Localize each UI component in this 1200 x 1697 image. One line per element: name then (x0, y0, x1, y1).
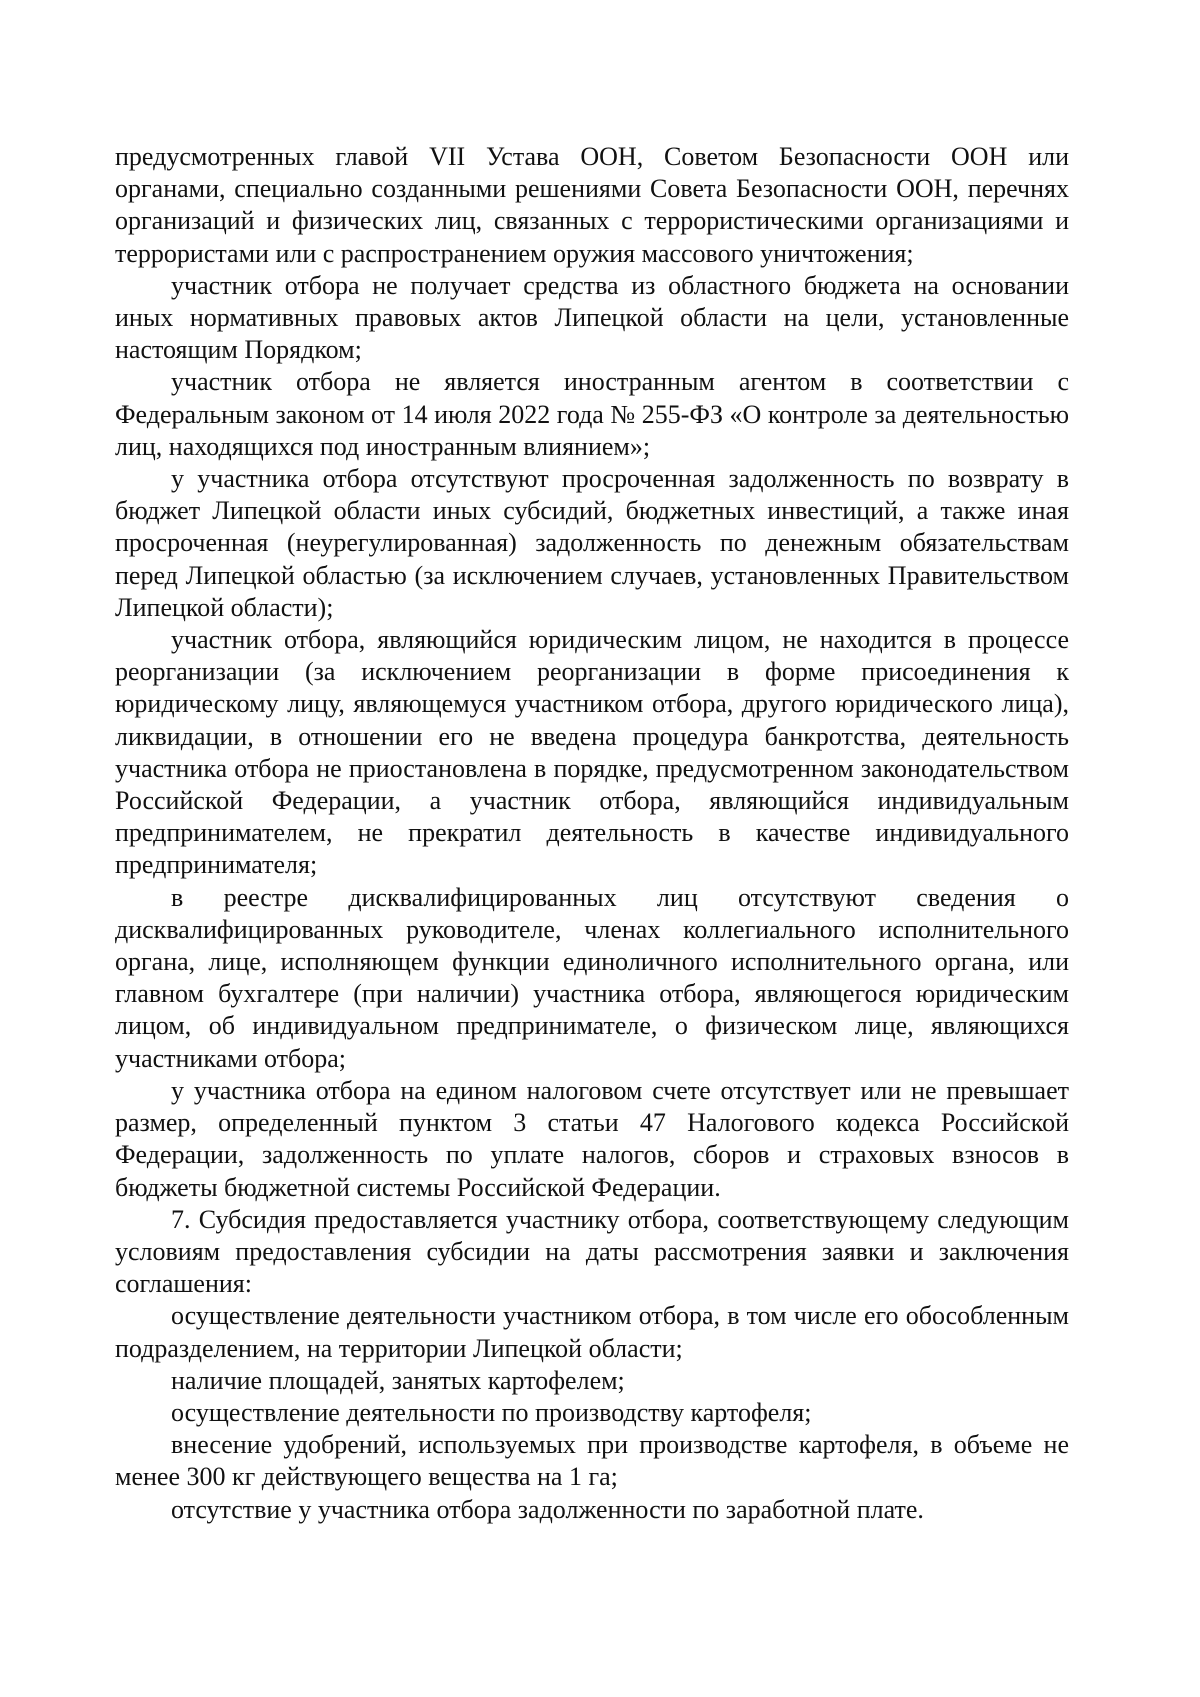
paragraph-tax-account: у участника отбора на едином налоговом счете отсутствует или не превышает размер, определенный пунктом 3 статьи 47 Налогового кодекса Российской Федерации, задолженность по уплате налогов, сборов и страховых взносов в бюджеты бюджетной системы Российской Федерации. (115, 1075, 1069, 1202)
paragraph-disqualified-registry: в реестре дисквалифицированных лиц отсутствуют сведения о дисквалифицированных руководителе, членах коллегиального исполнительного органа, лице, исполняющем функции единоличного исполнительного органа, или главном бухгалтере (при наличии) участника отбора, являющегося юридическим лицом, об индивидуальном предпринимателе, о физическом лице, являющихся участниками отбора; (115, 882, 1069, 1073)
paragraph-foreign-agent: участник отбора не является иностранным агентом в соответствии с Федеральным законом от 14 июля 2022 года № 255-ФЗ «О контроле за деятельностью лиц, находящихся под иностранным влиянием»; (115, 367, 1069, 461)
document-body (115, 141, 1069, 1526)
paragraph-fertilizers: внесение удобрений, используемых при производстве картофеля, в объеме не менее 300 кг действующего вещества на 1 га; (115, 1430, 1069, 1492)
paragraph-wage-debt: отсутствие у участника отбора задолженности по заработной плате. (171, 1494, 924, 1524)
paragraph-budget-funds: участник отбора не получает средства из областного бюджета на основании иных нормативных правовых актов Липецкой области на цели, установленные настоящим Порядком; (115, 270, 1069, 365)
paragraph-overdue-debt: у участника отбора отсутствуют просроченная задолженность по возврату в бюджет Липецкой области иных субсидий, бюджетных инвестиций, а также иная просроченная (неурегулированная) задолженность по денежным обязательствам перед Липецкой областью (за исключением случаев, установленных Правительством Липецкой области); (115, 464, 1069, 622)
paragraph-territory: осуществление деятельности участником отбора, в том числе его обособленным подразделением, на территории Липецкой области; (115, 1301, 1069, 1363)
paragraph-potato-production: осуществление деятельности по производству картофеля; (171, 1397, 812, 1427)
paragraph-potato-areas: наличие площадей, занятых картофелем; (171, 1365, 625, 1395)
paragraph-continuation: предусмотренных главой VII Устава ООН, Советом Безопасности ООН или органами, специально созданными решениями Совета Безопасности ООН, перечнях организаций и физических лиц, связанных с террористическими организациями и террористами или с распространением оружия массового уничтожения; (115, 142, 1069, 268)
paragraph-reorganization: участник отбора, являющийся юридическим лицом, не находится в процессе реорганизации (за исключением реорганизации в форме присоединения к юридическому лицу, являющемуся участником отбора, другого юридического лица), ликвидации, в отношении его не введена процедура банкротства, деятельность участника отбора не приостановлена в порядке, предусмотренном законодательством Российской Федерации, а участник отбора, являющийся индивидуальным предпринимателем, не прекратил деятельность в качестве индивидуального предпринимателя; (115, 625, 1069, 880)
paragraph-section-7: 7. Субсидия предоставляется участнику отбора, соответствующему следующим условиям предоставления субсидии на даты рассмотрения заявки и заключения соглашения: (115, 1204, 1069, 1299)
